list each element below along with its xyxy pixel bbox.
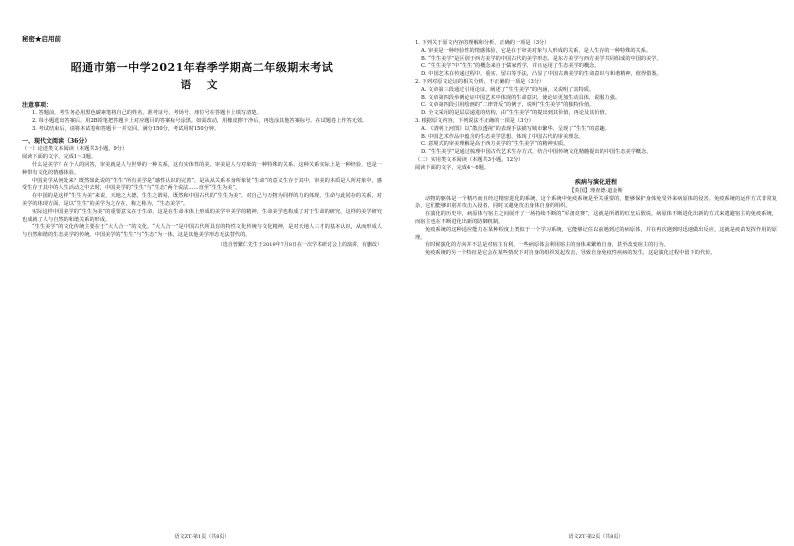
question-option: A. 文章第三段通过引用论证，阐述了“生生美学”的内涵，又说明了其特质。 <box>421 86 595 93</box>
article-paragraph: 动物的躯体是一个精巧而且经过精密进化的系统，这个系统中免疫系统是至关重要的，能够保护身体免受外来病原体的侵害。免疫系统的运作方式非常复杂，它们能够识别并攻击入侵者，同时又避免攻击身体自身的组织。 <box>415 195 777 210</box>
left-column <box>22 6 382 536</box>
question-option: A. 审美是一种经验性的情感体验，它是在于审美对象与人形成的关系，是人生存的一种特殊的关系。 <box>421 47 652 54</box>
article-paragraph: 在演化的历史中，病原体与宿主之间展开了一场持续不断的“军备竞赛”，这就是所谓的红皇后假说。病原体不断进化出新的方式来逃避宿主的免疫系统，而宿主也在不断进化出新的防御机制。 <box>415 211 777 225</box>
exam-subject: 语 文 <box>180 79 224 91</box>
section-heading: 一、现代文阅读（36分） <box>22 138 91 146</box>
page-footer-left: 语文ZT·第1页（共8页） <box>174 534 230 540</box>
question-option: B. 中国艺术作品中蕴含的生态美学思想，体现了中国古代的审美理念。 <box>421 133 584 140</box>
article-title: 疾病与演化进程 <box>574 178 617 186</box>
article-paragraph: 免疫系统的这种适应能力在某种程度上类似于一个学习系统，它能够记住以前遇到过的病原体，并在再次遇到时迅速做出反应。这就是疫苗发挥作用的原理。 <box>415 226 777 241</box>
passage-paragraph: 在中国的是这样“生生为美”来说，天地之大德，生生之谓易，既然和中国古代的“生生为美”，对自己与万物为同样的力的体现，生命与此同存的关系，对美学的体现方面，是以“生生”的美学为之存在，称之称为，“生态美学”。 <box>22 193 382 207</box>
notice-item: 2. 每小题选出答案后，用2B铅笔把答题卡上对应题目的答案标号涂黑。如需改动，用橡皮擦干净后，再选涂其他答案标号。在试题卷上作答无效。 <box>32 117 368 124</box>
question-option: D. “生生美学”是通过梳理中国古代艺术生存方式，结合中国传统文化精髓提出的中国生态美学概念。 <box>421 149 652 156</box>
secret-mark: 秘密★启用前 <box>22 35 61 43</box>
question-stem: 3. 根据原文内容，下列说法不正确的一项是（3分） <box>415 117 534 124</box>
passage-paragraph: 中国美学从何处来？既然如此说的“生生”所有美学是“感性认识的完善”，是从从关系本身所象征“生命”的意义生存于其中，审美的本质是人所对象中，感受生存于其中的人生活动之中去时，中国美学的“生生”与“生态”两个说法……直至“生生为美”。 <box>22 177 382 192</box>
passage-source: （选自曾繁仁先生于2019年7月8日在一次学术研讨会上的演讲，有删改） <box>217 241 382 248</box>
question-option: C. “生生美学”中“生生”的概念来自于儒家哲学，并且运用了生态美学的概念。 <box>421 63 600 70</box>
question-block <box>415 79 777 118</box>
question-block <box>415 118 777 157</box>
question-option: A. 《清明上河图》以“散点透视”的表现手法描写城市繁华，呈现了“生生”的意趣。 <box>421 125 610 132</box>
question-option: D. 全文采用的是层层递进的结构，由“生生美学”的提出到其价值，再论及其价值。 <box>421 110 610 117</box>
notice-item: 3. 考试结束后，请将本试卷和答题卡一并交回。满分150分，考试用时150分钟。 <box>32 125 220 132</box>
question-option: B. “生生美学”是区别于西方美学的中国古代的美学形态，是东方美学与西方美学共同组成的中国的美学。 <box>421 55 662 62</box>
passage-paragraph: 什么是美学？在个人的回答，审美就是人与世界的一种关系，这有实体性的美，审美是人与对象的一种特殊的关系，这种关系实际上是一种经验，也是一种带有文化的情感体验。 <box>22 161 382 176</box>
question-option: C. 文章第四段引用绘画的“二律背反”的例子，说明“生生美学”的独特价值。 <box>421 102 595 109</box>
question-stem: 1. 下列关于原文内容的理解和分析，正确的一项是（3分） <box>415 40 550 46</box>
question-block <box>415 40 777 79</box>
passage-paragraph: 实际这样中国美学的“生生为美”的重要意义在于生命，这是在生命本体上形成的美学中美学的精神，生命美学也构成了对于生命的研究，这样的美学研究也成就了人与自然的和谐关系的形成。 <box>22 208 382 223</box>
exam-title: 昭通市第一中学2021年春季学期高二年级期末考试 <box>70 61 334 74</box>
article-paragraph: 免疫系统的另一个特征是它会在某些情况下对自身的组织发起攻击，导致自身免疫性疾病的发生，这是演化过程中留下的代价。 <box>425 250 716 257</box>
question-option: D. 中国艺术在传递过程中，重实、留白等手法，凸显了中国古典美学的生命意识与和谐精神，值得借鉴。 <box>421 71 662 78</box>
subsection-heading: （二）实用类文本阅读（本题共3小题，12分） <box>415 156 524 163</box>
reading-instruction: 阅读下面的文字，完成4～6题。 <box>415 164 490 171</box>
right-column <box>415 6 777 536</box>
notice-heading: 注意事项： <box>22 102 53 109</box>
reading-instruction: 阅读下面的文字，完成1～3题。 <box>22 154 97 161</box>
passage-paragraph: “生生美学”的文化传统主要在于“大人合一”的文化，“大人合一”是中国古代所具有的特性文化传统与文化精神，是对天地人三才的基本认识，从而形成人与自然和谐的生态美学的传统。中国美学的“生生”与“生态”为一体，这是其他美学形态无法替代的。 <box>22 224 382 239</box>
notice-item: 1. 答题前，考生务必用黑色碳素笔将自己的姓名、准考证号、考场号、座位号在答题卡上填写清楚。 <box>32 110 262 116</box>
question-stem: 2. 下列对原文论证的相关分析，不正确的一项是（3分） <box>415 78 545 85</box>
article-paragraph: 有时候演化的方向并不总是对宿主有利，一些病原体会利用宿主的身体来繁殖自身，甚至改变宿主的行为。 <box>425 242 669 249</box>
article-author: 【英国】理查德·道金斯 <box>569 187 623 194</box>
question-option: B. 文章第四段举例论证中国艺术中体现的生命意识，使论证更加生动具体，说服力强。 <box>421 94 621 101</box>
page-footer-right: 语文ZT·第2页（共8页） <box>568 534 624 540</box>
question-option: C. 意境式的审美理解是高于西方美学的“生生美学”的精神实质。 <box>421 141 569 148</box>
subsection-heading: （一）论述类文本阅读（本题共3小题，9分） <box>22 146 128 153</box>
